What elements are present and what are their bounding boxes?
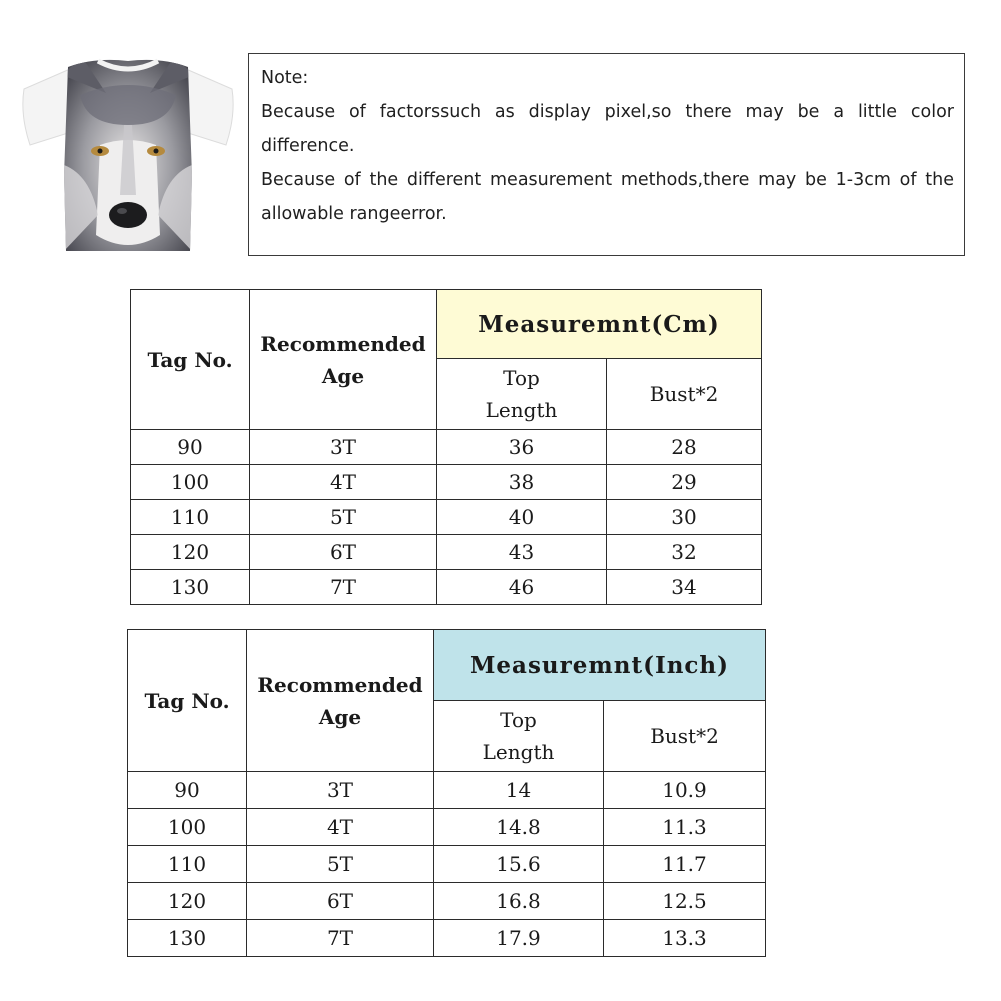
cell-age: 3T — [250, 430, 437, 465]
cell-tag: 90 — [128, 772, 247, 809]
cell-top-length: 14 — [434, 772, 604, 809]
table-row — [131, 570, 762, 605]
note-line-measurement: Because of the different measurement methods,there may be 1-3cm of the allowable rangeerror. — [261, 170, 954, 224]
cell-tag: 120 — [131, 535, 250, 570]
header-age-line2: Age — [318, 704, 362, 729]
header-bust: Bust*2 — [607, 359, 762, 430]
cell-top-length: 43 — [437, 535, 607, 570]
cell-top-length: 38 — [437, 465, 607, 500]
header-age-line2: Age — [321, 363, 365, 388]
note-title: Note: — [261, 68, 309, 88]
cell-tag: 130 — [128, 920, 247, 957]
wolf-tshirt-image — [20, 55, 236, 255]
header-age-line1: Recommended — [257, 672, 423, 697]
header-tag-no-label: Tag No. — [144, 688, 230, 713]
header-tag-no — [128, 630, 247, 772]
cell-bust: 34 — [607, 570, 762, 605]
table-row — [128, 846, 766, 883]
cell-tag: 120 — [128, 883, 247, 920]
cell-age: 4T — [250, 465, 437, 500]
cell-age: 3T — [247, 772, 434, 809]
header-measurement-inch: Measuremnt(Inch) — [434, 630, 766, 701]
cell-age: 6T — [250, 535, 437, 570]
size-table-cm — [130, 289, 762, 605]
table-row — [128, 920, 766, 957]
header-bust: Bust*2 — [604, 701, 766, 772]
header-top-line2: Length — [485, 398, 558, 422]
cell-top-length: 14.8 — [434, 809, 604, 846]
size-table-inch — [127, 629, 766, 957]
table-row — [128, 809, 766, 846]
table-row — [131, 535, 762, 570]
cell-top-length: 17.9 — [434, 920, 604, 957]
cell-bust: 10.9 — [604, 772, 766, 809]
cell-bust: 11.3 — [604, 809, 766, 846]
cell-bust: 11.7 — [604, 846, 766, 883]
cell-tag: 110 — [128, 846, 247, 883]
table-row — [131, 500, 762, 535]
header-top-line2: Length — [482, 740, 555, 764]
cell-age: 7T — [250, 570, 437, 605]
header-recommended-age — [250, 290, 437, 430]
header-tag-no — [131, 290, 250, 430]
header-top-line1: Top — [500, 708, 537, 732]
cell-top-length: 40 — [437, 500, 607, 535]
table-row — [128, 883, 766, 920]
cell-age: 5T — [250, 500, 437, 535]
cell-age: 6T — [247, 883, 434, 920]
header-top-length — [437, 359, 607, 430]
table-row — [131, 430, 762, 465]
cell-tag: 110 — [131, 500, 250, 535]
cell-age: 7T — [247, 920, 434, 957]
header-recommended-age — [247, 630, 434, 772]
cell-tag: 100 — [128, 809, 247, 846]
cell-age: 4T — [247, 809, 434, 846]
cell-tag: 90 — [131, 430, 250, 465]
cell-bust: 28 — [607, 430, 762, 465]
cell-tag: 130 — [131, 570, 250, 605]
cell-top-length: 36 — [437, 430, 607, 465]
header-age-line1: Recommended — [260, 331, 426, 356]
cell-tag: 100 — [131, 465, 250, 500]
table-row — [131, 465, 762, 500]
cell-bust: 12.5 — [604, 883, 766, 920]
header-top-line1: Top — [503, 366, 540, 390]
cell-age: 5T — [247, 846, 434, 883]
table-row — [128, 772, 766, 809]
note-box — [248, 53, 965, 256]
header-measurement-cm: Measuremnt(Cm) — [437, 290, 762, 359]
cell-bust: 32 — [607, 535, 762, 570]
header-tag-no-label: Tag No. — [147, 347, 233, 372]
header-top-length — [434, 701, 604, 772]
cell-bust: 29 — [607, 465, 762, 500]
cell-bust: 30 — [607, 500, 762, 535]
cell-top-length: 15.6 — [434, 846, 604, 883]
cell-top-length: 46 — [437, 570, 607, 605]
cell-bust: 13.3 — [604, 920, 766, 957]
note-line-color: Because of factorssuch as display pixel,so there may be a little color difference. — [261, 102, 954, 156]
cell-top-length: 16.8 — [434, 883, 604, 920]
